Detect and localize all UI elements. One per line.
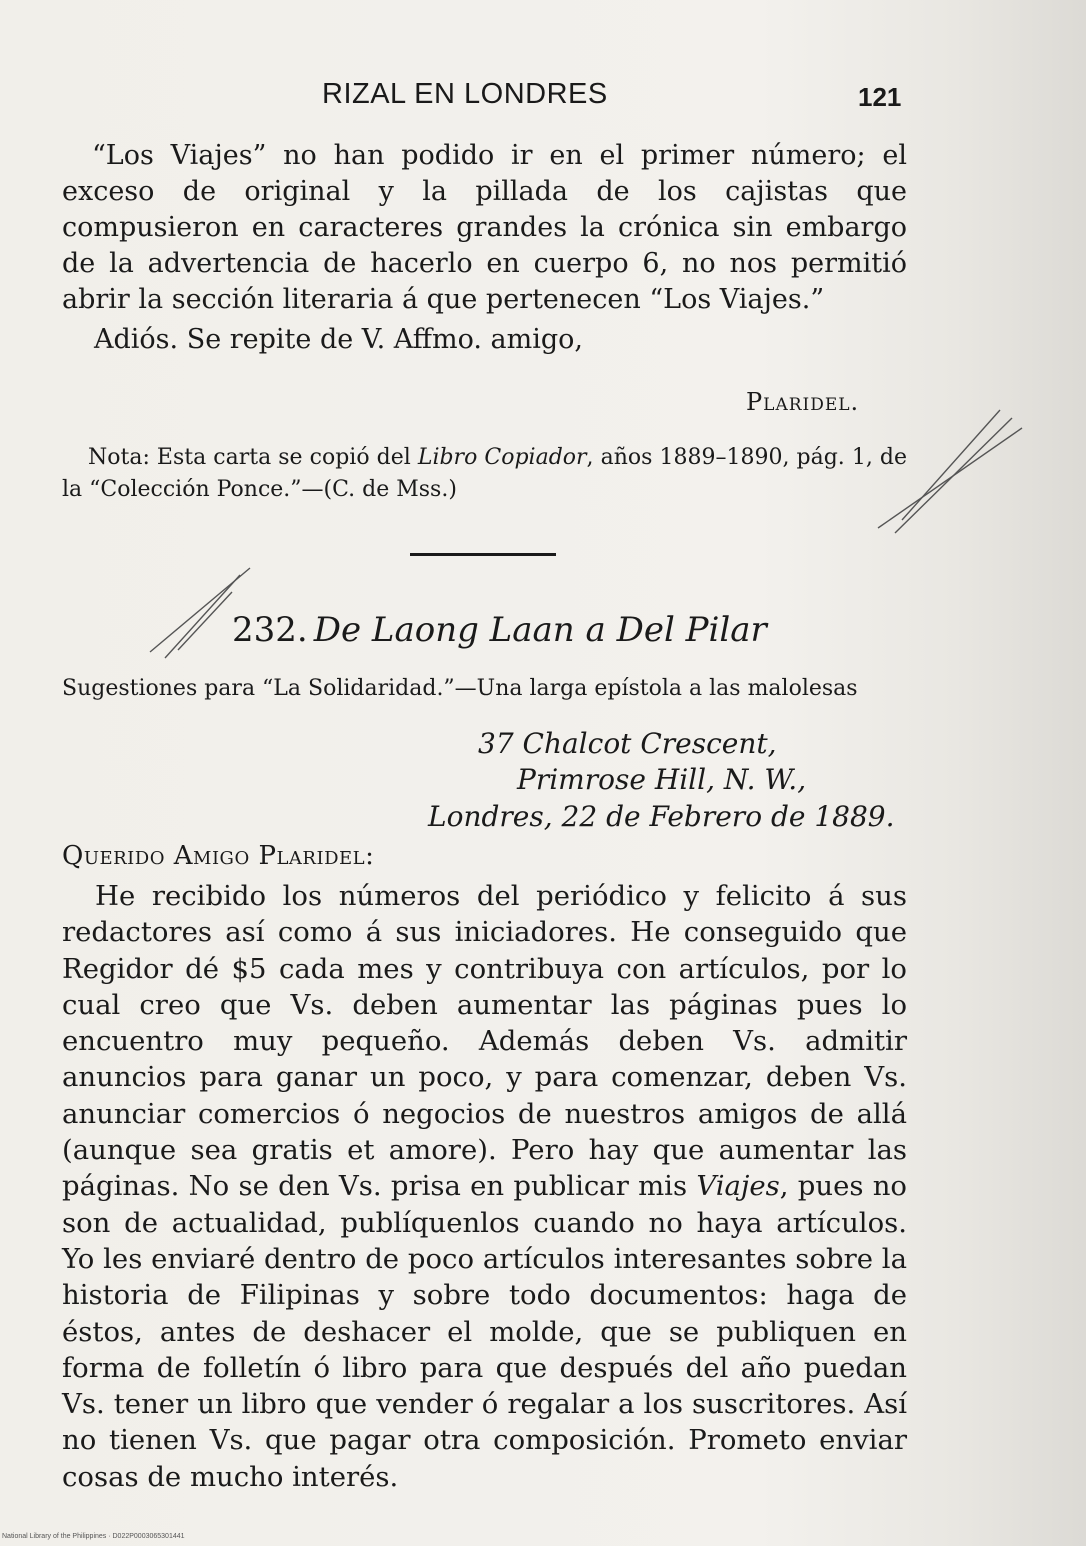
scan-footer: National Library of the Philippines · D022P0003065301441	[2, 1533, 185, 1540]
previous-letter-paragraph: “Los Viajes” no han podido ir en el primer número; el exceso de original y la pillada de los cajistas que compusieron en caracteres grandes la crónica sin embargo de la advertencia de hacerlo en cuerpo 6, no nos permitió abrir la sección literaria á que pertenecen “Los Viajes.”	[62, 140, 907, 315]
signature: Plaridel.	[746, 388, 860, 416]
note-italic: Libro Copiador	[417, 445, 587, 470]
running-head: RIZAL EN LONDRES	[322, 78, 608, 110]
address-line-2: Primrose Hill, N. W.,	[517, 763, 807, 796]
note-prefix: Nota: Esta carta se copió del	[88, 445, 418, 470]
salutation: Querido Amigo Plaridel:	[62, 841, 375, 871]
body-italic: Viajes	[696, 1170, 780, 1203]
address-line-1: 37 Chalcot Crescent,	[478, 727, 777, 760]
margin-slash-marks	[150, 410, 1022, 658]
letter-title: De Laong Laan a Del Pilar	[313, 610, 767, 650]
letter-number: 232.	[232, 610, 308, 650]
letter-summary: Sugestiones para “La Solidaridad.”—Una larga epístola a las malolesas	[62, 676, 858, 701]
address-line-3: Londres, 22 de Febrero de 1889.	[428, 800, 895, 833]
body-part-1: He recibido los números del periódico y felicito á sus redactores así como á sus iniciadores. He conseguido que Regidor dé $5 cada mes y contribuya con artículos, por lo cual creo que Vs. deben aumentar las páginas pues lo encuentro muy pequeño. Además deben Vs. admitir anuncios para ganar un poco, y para comenzar, deben Vs. anunciar comercios ó negocios de nuestros amigos de allá (aunque sea gratis et amore). Pero hay que aumentar las páginas. No se den Vs. prisa en publicar mis	[62, 880, 907, 1203]
note-suffix: , años 1889–1890, pág. 1, de la “Colección Ponce.”—(C. de Mss.)	[62, 445, 907, 502]
page-number: 121	[858, 82, 902, 112]
closing-line: Adiós. Se repite de V. Affmo. amigo,	[94, 324, 583, 355]
body-part-2: , pues no son de actualidad, publíquenlos cuando no haya artículos. Yo les enviaré dentro de poco artículos interesantes sobre la historia de Filipinas y sobre todo documentos: haga de éstos, antes de deshacer el molde, que se publiquen en forma de folletín ó libro para que después del año puedan Vs. tener un libro que vender ó regalar a los suscritores. Así no tienen Vs. que pagar otra composición. Prometo enviar cosas de mucho interés.	[62, 1170, 907, 1493]
